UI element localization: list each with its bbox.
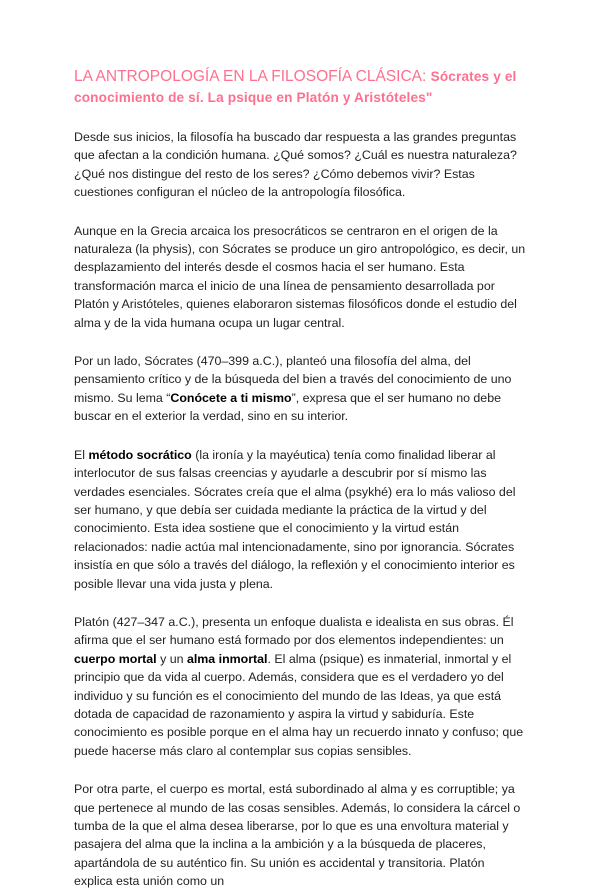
- lema-conocete: Conócete a ti mismo: [170, 390, 292, 405]
- alma-inmortal-term: alma inmortal: [186, 651, 268, 666]
- platon-text-a: Platón (427–347 a.C.), presenta un enfoque dualista e idealista en sus obras. Él afirma que el ser humano está formado por dos elementos independientes: un: [74, 614, 514, 648]
- cuerpo-mortal-term: cuerpo mortal: [74, 651, 157, 666]
- socrates-text-c: ”, expresa que el ser humano no debe buscar en el exterior la verdad, sino en su interior.: [74, 390, 501, 424]
- metodo-text-a: El: [74, 447, 89, 462]
- metodo-text-c: (la ironía y la mayéutica) tenía como finalidad liberar al interlocutor de sus falsas creencias y ayudarle a descubrir por sí mismo las verdades esenciales. Sócrates creía que el alma (psykhé) era lo más valioso del ser humano, y que debía ser cuidada mediante la práctica de la virtud y del conocimiento. Esta idea sostiene que el conocimiento y la virtud están relacionados: nadie actúa mal intencionadamente, sino por ignorancia. Sócrates insistía en que sólo a través del diálogo, la reflexión y el conocimiento interior es posible llevar una vida justa y plena.: [74, 447, 516, 591]
- paragraph-socrates: [74, 352, 526, 426]
- socrates-text-a: Por un lado, Sócrates (470–399 a.C.), planteó una filosofía del alma, del pensamiento crítico y de la búsqueda del bien a través del conocimiento de uno mismo. Su lema “: [74, 354, 512, 405]
- paragraph-metodo-socratico: [74, 446, 526, 593]
- metodo-socratico-term: método socrático: [88, 447, 192, 462]
- paragraph-platon: [74, 613, 526, 760]
- title-subtitle: Sócrates y el conocimiento de sí. La psique en Platón y Aristóteles": [74, 69, 517, 105]
- platon-text-c: y un: [156, 651, 187, 666]
- title-main: LA ANTROPOLOGÍA EN LA FILOSOFÍA CLÁSICA:: [74, 68, 431, 85]
- platon-text-e: . El alma (psique) es inmaterial, inmortal y el principio que da vida al cuerpo. Además, considera que es el verdadero yo del individuo y su función es el conocimiento del mundo de las Ideas, ya que está dotada de capacidad de razonamiento y aspira la virtud y sabiduría. Este conocimiento es posible porque en el alma hay un recuerdo innato y confuso; que puede hacerse más claro al contemplar sus copias sensibles.: [74, 651, 524, 758]
- paragraph-intro: Desde sus inicios, la filosofía ha buscado dar respuesta a las grandes preguntas que afectan a la condición humana. ¿Qué somos? ¿Cuál es nuestra naturaleza? ¿Qué nos distingue del resto de los seres? ¿Cómo debemos vivir? Estas cuestiones configuran el núcleo de la antropología filosófica.: [74, 130, 517, 200]
- paragraph-giro-antropologico: Aunque en la Grecia arcaica los presocráticos se centraron en el origen de la naturaleza (la physis), con Sócrates se produce un giro antropológico, es decir, un desplazamiento del interés desde el cosmos hacia el ser humano. Esta transformación marca el inicio de una línea de pensamiento desarrollada por Platón y Aristóteles, quienes elaboraron sistemas filosóficos donde el estudio del alma y de la vida humana ocupa un lugar central.: [74, 223, 526, 330]
- paragraph-cuerpo: Por otra parte, el cuerpo es mortal, está subordinado al alma y es corruptible; ya que pertenece al mundo de las cosas sensibles. Además, lo considera la cárcel o tumba de la que el alma desea liberarse, por lo que es una envoltura material y pasajera del alma que la inclina a la ambición y a la búsqueda de placeres, apartándola de su auténtico fin. Su unión es accidental y transitoria. Platón explica esta unión como un: [74, 782, 521, 889]
- document-title: [74, 66, 526, 108]
